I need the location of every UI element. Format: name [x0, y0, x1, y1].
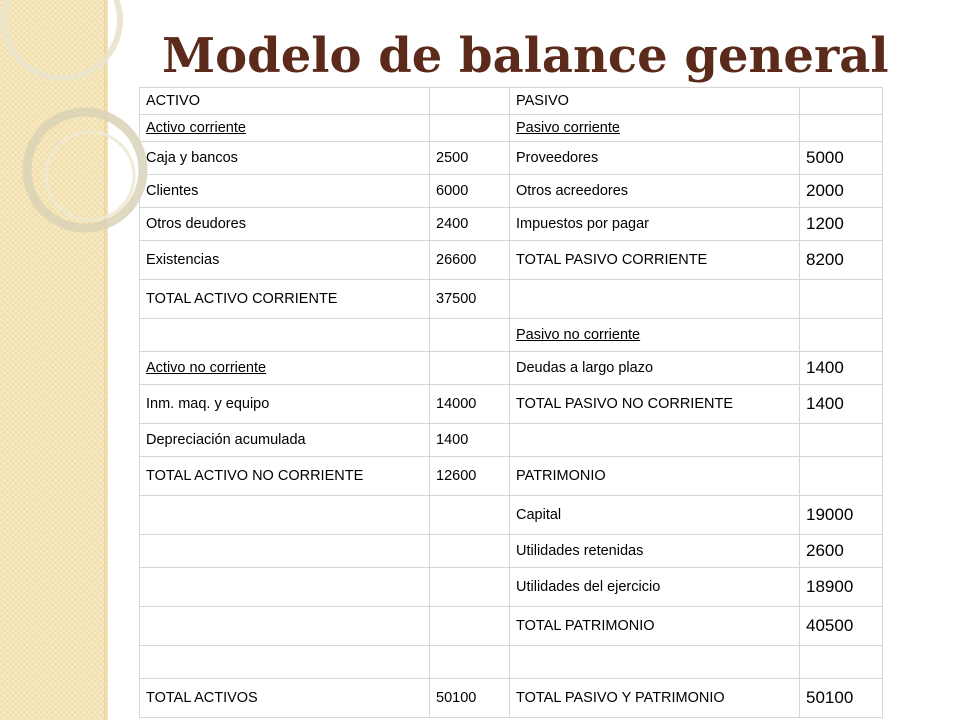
- table-row: [140, 535, 883, 568]
- pasivo-label-text: Otros acreedores: [516, 183, 629, 199]
- pasivo-value-text: 1400: [806, 358, 844, 377]
- pasivo-value-text: 40500: [806, 616, 854, 635]
- activo-label-text: TOTAL ACTIVOS: [146, 690, 258, 706]
- pasivo-label-cell: [510, 115, 800, 142]
- pasivo-value-text: 1400: [806, 394, 844, 413]
- activo-value-cell: [430, 679, 510, 718]
- pasivo-label-cell: [510, 280, 800, 319]
- activo-value-cell: [430, 385, 510, 424]
- table-row: [140, 352, 883, 385]
- pasivo-label-text: TOTAL PASIVO NO CORRIENTE: [516, 396, 733, 412]
- activo-label-text: Activo no corriente: [146, 360, 267, 376]
- pasivo-value-cell: [800, 175, 883, 208]
- activo-value-cell: [430, 424, 510, 457]
- pasivo-value-text: 18900: [806, 577, 854, 596]
- activo-label-text: TOTAL ACTIVO NO CORRIENTE: [146, 468, 364, 484]
- balance-sheet-table: [139, 87, 883, 718]
- activo-label-text: Caja y bancos: [146, 150, 238, 166]
- pasivo-value-cell: [800, 646, 883, 679]
- activo-label-text: Inm. maq. y equipo: [146, 396, 270, 412]
- activo-value-text: 26600: [436, 252, 477, 268]
- table-row: [140, 88, 883, 115]
- table-row: [140, 280, 883, 319]
- activo-value-cell: [430, 208, 510, 241]
- pasivo-label-text: Proveedores: [516, 150, 599, 166]
- activo-label-cell: [140, 496, 430, 535]
- pasivo-label-cell: [510, 679, 800, 718]
- balance-table-body: [140, 88, 883, 718]
- pasivo-label-text: Impuestos por pagar: [516, 216, 649, 232]
- pasivo-label-text: Utilidades retenidas: [516, 543, 644, 559]
- table-row: [140, 208, 883, 241]
- pasivo-label-text: Capital: [516, 507, 562, 523]
- activo-label-text: Activo corriente: [146, 120, 246, 136]
- pasivo-label-cell: [510, 319, 800, 352]
- pasivo-value-cell: [800, 607, 883, 646]
- activo-label-text: Depreciación acumulada: [146, 432, 306, 448]
- activo-label-cell: [140, 241, 430, 280]
- table-row: [140, 241, 883, 280]
- table-row: [140, 115, 883, 142]
- pasivo-label-cell: [510, 352, 800, 385]
- activo-value-text: 1400: [436, 432, 469, 448]
- activo-value-cell: [430, 535, 510, 568]
- activo-value-text: 37500: [436, 291, 477, 307]
- pasivo-value-cell: [800, 535, 883, 568]
- table-row: [140, 679, 883, 718]
- activo-value-cell: [430, 352, 510, 385]
- pasivo-label-text: PASIVO: [516, 93, 569, 109]
- activo-label-cell: [140, 142, 430, 175]
- activo-value-cell: [430, 142, 510, 175]
- activo-value-cell: [430, 457, 510, 496]
- pasivo-value-cell: [800, 424, 883, 457]
- pasivo-label-cell: [510, 457, 800, 496]
- activo-value-cell: [430, 496, 510, 535]
- table-row: [140, 142, 883, 175]
- pasivo-value-cell: [800, 142, 883, 175]
- activo-label-cell: [140, 568, 430, 607]
- activo-value-cell: [430, 241, 510, 280]
- table-row: [140, 607, 883, 646]
- pasivo-label-cell: [510, 496, 800, 535]
- activo-label-cell: [140, 208, 430, 241]
- pasivo-label-text: Pasivo corriente: [516, 120, 620, 136]
- pasivo-label-text: Pasivo no corriente: [516, 327, 641, 343]
- activo-label-cell: [140, 679, 430, 718]
- pasivo-label-text: TOTAL PASIVO Y PATRIMONIO: [516, 690, 725, 706]
- pasivo-label-cell: [510, 88, 800, 115]
- table-row: [140, 568, 883, 607]
- pasivo-value-cell: [800, 679, 883, 718]
- page-title: Modelo de balance general: [162, 28, 889, 84]
- pasivo-value-text: 2000: [806, 181, 844, 200]
- pasivo-value-cell: [800, 88, 883, 115]
- pasivo-value-cell: [800, 385, 883, 424]
- activo-label-text: Existencias: [146, 252, 220, 268]
- activo-label-cell: [140, 646, 430, 679]
- activo-value-cell: [430, 115, 510, 142]
- pasivo-value-text: 8200: [806, 250, 844, 269]
- table-row: [140, 175, 883, 208]
- activo-label-cell: [140, 352, 430, 385]
- activo-value-text: 50100: [436, 690, 477, 706]
- pasivo-label-cell: [510, 568, 800, 607]
- activo-label-text: ACTIVO: [146, 93, 200, 109]
- activo-value-cell: [430, 319, 510, 352]
- pasivo-label-cell: [510, 535, 800, 568]
- table-row: [140, 424, 883, 457]
- pasivo-value-cell: [800, 115, 883, 142]
- pasivo-value-cell: [800, 208, 883, 241]
- activo-value-cell: [430, 607, 510, 646]
- activo-label-cell: [140, 457, 430, 496]
- activo-value-text: 12600: [436, 468, 477, 484]
- pasivo-value-cell: [800, 457, 883, 496]
- pasivo-label-cell: [510, 142, 800, 175]
- activo-label-cell: [140, 115, 430, 142]
- activo-value-text: 14000: [436, 396, 477, 412]
- table-row: [140, 385, 883, 424]
- pasivo-label-text: PATRIMONIO: [516, 468, 606, 484]
- activo-label-text: Clientes: [146, 183, 199, 199]
- activo-label-text: Otros deudores: [146, 216, 246, 232]
- pasivo-value-cell: [800, 241, 883, 280]
- activo-value-cell: [430, 88, 510, 115]
- activo-label-cell: [140, 175, 430, 208]
- activo-value-cell: [430, 568, 510, 607]
- table-row: [140, 496, 883, 535]
- pasivo-label-cell: [510, 424, 800, 457]
- activo-value-cell: [430, 175, 510, 208]
- pasivo-value-cell: [800, 496, 883, 535]
- activo-label-cell: [140, 535, 430, 568]
- pasivo-value-text: 1200: [806, 214, 844, 233]
- activo-label-cell: [140, 424, 430, 457]
- pasivo-label-text: Deudas a largo plazo: [516, 360, 654, 376]
- table-row: [140, 319, 883, 352]
- pasivo-value-cell: [800, 319, 883, 352]
- table-row: [140, 646, 883, 679]
- activo-label-cell: [140, 88, 430, 115]
- activo-label-cell: [140, 319, 430, 352]
- table-row: [140, 457, 883, 496]
- activo-label-cell: [140, 385, 430, 424]
- pasivo-value-cell: [800, 352, 883, 385]
- pasivo-label-text: TOTAL PASIVO CORRIENTE: [516, 252, 708, 268]
- pasivo-value-text: 5000: [806, 148, 844, 167]
- pasivo-label-cell: [510, 208, 800, 241]
- activo-value-text: 2400: [436, 216, 469, 232]
- pasivo-value-cell: [800, 568, 883, 607]
- activo-value-text: 2500: [436, 150, 469, 166]
- pasivo-value-text: 19000: [806, 505, 854, 524]
- pasivo-label-text: Utilidades del ejercicio: [516, 579, 661, 595]
- pasivo-label-cell: [510, 241, 800, 280]
- activo-value-text: 6000: [436, 183, 469, 199]
- pasivo-value-text: 50100: [806, 688, 854, 707]
- pasivo-value-cell: [800, 280, 883, 319]
- pasivo-value-text: 2600: [806, 541, 844, 560]
- pasivo-label-text: TOTAL PATRIMONIO: [516, 618, 655, 634]
- activo-label-cell: [140, 607, 430, 646]
- activo-value-cell: [430, 646, 510, 679]
- activo-label-cell: [140, 280, 430, 319]
- pasivo-label-cell: [510, 646, 800, 679]
- activo-value-cell: [430, 280, 510, 319]
- decorative-arcs: [0, 0, 160, 280]
- pasivo-label-cell: [510, 607, 800, 646]
- pasivo-label-cell: [510, 385, 800, 424]
- pasivo-label-cell: [510, 175, 800, 208]
- activo-label-text: TOTAL ACTIVO CORRIENTE: [146, 291, 338, 307]
